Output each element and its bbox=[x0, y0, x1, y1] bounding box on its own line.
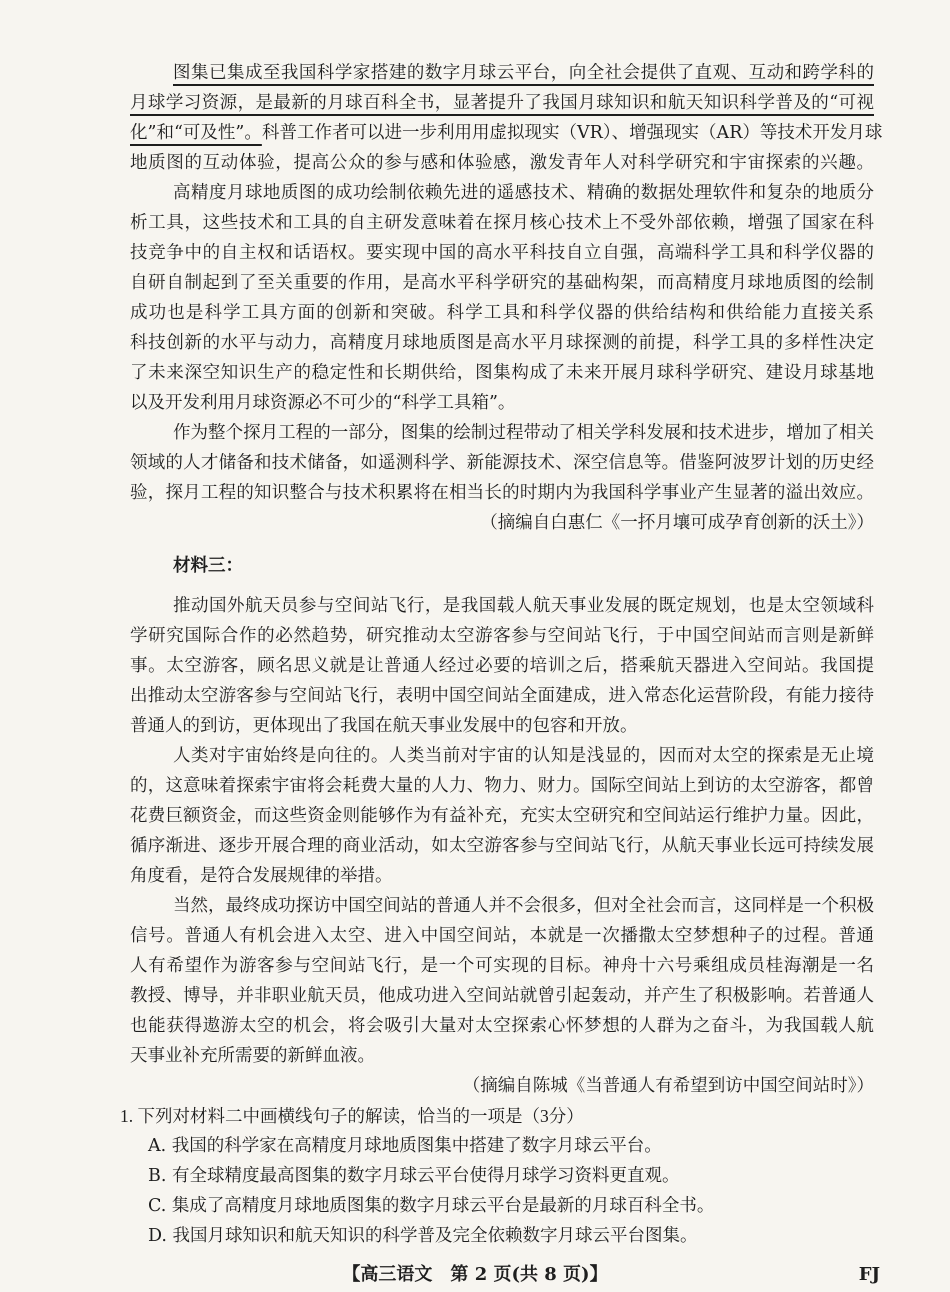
paragraph-line: 高精度月球地质图的成功绘制依赖先进的遥感技术、精确的数据处理软件和复杂的地质分 bbox=[173, 183, 874, 203]
paragraph-line: 科技创新的水平与动力，高精度月球地质图是高水平月球探测的前提，科学工具的多样性决定 bbox=[130, 333, 874, 353]
paragraph-line: 当然，最终成功探访中国空间站的普通人并不会很多，但对全社会而言，这同样是一个积极 bbox=[173, 896, 874, 916]
paragraph-line: 推动国外航天员参与空间站飞行，是我国载人航天事业发展的既定规划，也是太空领域科 bbox=[173, 596, 874, 616]
paragraph-line: 也能获得遨游太空的机会，将会吸引大量对太空探索心怀梦想的人群为之奋斗，为我国载人航 bbox=[130, 1016, 874, 1036]
paragraph-line: 天事业补充所需要的新鲜血液。 bbox=[130, 1046, 375, 1066]
option-c: C. 集成了高精度月球地质图集的数字月球云平台是最新的月球百科全书。 bbox=[148, 1196, 715, 1216]
paragraph-line: 普通人的到访，更体现出了我国在航天事业发展中的包容和开放。 bbox=[130, 716, 638, 736]
paragraph-line: 技竞争中的自主权和话语权。要实现中国的高水平科技自立自强，高端科学工具和科学仪器的 bbox=[130, 243, 874, 263]
page-footer: 【高三语文 第 2 页(共 8 页)】 bbox=[342, 1264, 608, 1285]
paragraph-line: 循序渐进、逐步开展合理的商业活动，如太空游客参与空间站飞行，从航天事业长远可持续发展 bbox=[130, 836, 874, 856]
option-b: B. 有全球精度最高图集的数字月球云平台使得月球学习资料更直观。 bbox=[148, 1166, 680, 1186]
paragraph-line: 学研究国际合作的必然趋势，研究推动太空游客参与空间站飞行，于中国空间站而言则是新鲜 bbox=[130, 626, 874, 646]
paragraph-line: 了未来深空知识生产的稳定性和长期供给，图集构成了未来开展月球科学研究、建设月球基地 bbox=[130, 363, 874, 383]
paragraph-line: 的，这意味着探索宇宙将会耗费大量的人力、物力、财力。国际空间站上到访的太空游客，都曾 bbox=[130, 776, 874, 796]
paragraph-line: 作为整个探月工程的一部分，图集的绘制过程带动了相关学科发展和技术进步，增加了相关 bbox=[173, 423, 874, 443]
material2-source: （摘编自白惠仁《一抔月壤可成孕育创新的沃土》） bbox=[480, 513, 874, 533]
question-stem: 1. 下列对材料二中画横线句子的解读，恰当的一项是（3分） bbox=[120, 1106, 584, 1126]
paragraph-line: 领域的人才储备和技术储备，如遥测科学、新能源技术、深空信息等。借鉴阿波罗计划的历史经 bbox=[130, 453, 874, 473]
paragraph-line: 以及开发利用月球资源必不可少的“科学工具箱”。 bbox=[130, 393, 516, 413]
material3-heading: 材料三： bbox=[173, 556, 243, 576]
paragraph-line: 地质图的互动体验，提高公众的参与感和体验感，激发青年人对科学研究和宇宙探索的兴趣。 bbox=[130, 153, 874, 173]
paragraph-line: 科普工作者可以进一步利用用虚拟现实（VR）、增强现实（AR）等技术开发月球 bbox=[262, 123, 883, 143]
paragraph-line: 成功也是科学工具方面的创新和突破。科学工具和科学仪器的供给结构和供给能力直接关系 bbox=[130, 303, 874, 323]
paragraph-line: 事。太空游客，顾名思义就是让普通人经过必要的培训之后，搭乘航天器进入空间站。我国提 bbox=[130, 656, 874, 676]
underlined-sentence-line-3: 化”和“可及性”。 bbox=[130, 123, 262, 143]
paragraph-line: 教授、博导，并非职业航天员，他成功进入空间站就曾引起轰动，并产生了积极影响。若普通人 bbox=[130, 986, 874, 1006]
paragraph-line: 人有希望作为游客参与空间站飞行，是一个可实现的目标。神舟十六号乘组成员桂海潮是一名 bbox=[130, 956, 874, 976]
underlined-sentence-line-1: 图集已集成至我国科学家搭建的数字月球云平台，向全社会提供了直观、互动和跨学科的 bbox=[173, 63, 874, 83]
material3-source: （摘编自陈城《当普通人有希望到访中国空间站时》） bbox=[462, 1076, 874, 1096]
paragraph-line: 花费巨额资金，而这些资金则能够作为有益补充，充实太空研究和空间站运行维护力量。因此， bbox=[130, 806, 874, 826]
option-a: A. 我国的科学家在高精度月球地质图集中搭建了数字月球云平台。 bbox=[148, 1136, 662, 1156]
paragraph-line: 出推动太空游客参与空间站飞行，表明中国空间站全面建成，进入常态化运营阶段，有能力接待 bbox=[130, 686, 874, 706]
option-d: D. 我国月球知识和航天知识的科学普及完全依赖数字月球云平台图集。 bbox=[148, 1226, 698, 1246]
paragraph-line: 人类对宇宙始终是向往的。人类当前对宇宙的认知是浅显的，因而对太空的探索是无止境 bbox=[173, 746, 874, 766]
paragraph-line: 信号。普通人有机会进入太空、进入中国空间站，本就是一次播撒太空梦想种子的过程。普通 bbox=[130, 926, 874, 946]
paragraph-line: 角度看，是符合发展规律的举措。 bbox=[130, 866, 393, 886]
paragraph-line: 析工具，这些技术和工具的自主研发意味着在探月核心技术上不受外部依赖，增强了国家在科 bbox=[130, 213, 874, 233]
exam-code: FJ bbox=[858, 1264, 880, 1285]
underlined-sentence-line-2: 月球学习资源，是最新的月球百科全书，显著提升了我国月球知识和航天知识科学普及的“可视 bbox=[130, 93, 874, 113]
paragraph-line: 自研自制起到了至关重要的作用，是高水平科学研究的基础构架，而高精度月球地质图的绘制 bbox=[130, 273, 874, 293]
paragraph-line: 验，探月工程的知识整合与技术积累将在相当长的时期内为我国科学事业产生显著的溢出效应。 bbox=[130, 483, 874, 503]
